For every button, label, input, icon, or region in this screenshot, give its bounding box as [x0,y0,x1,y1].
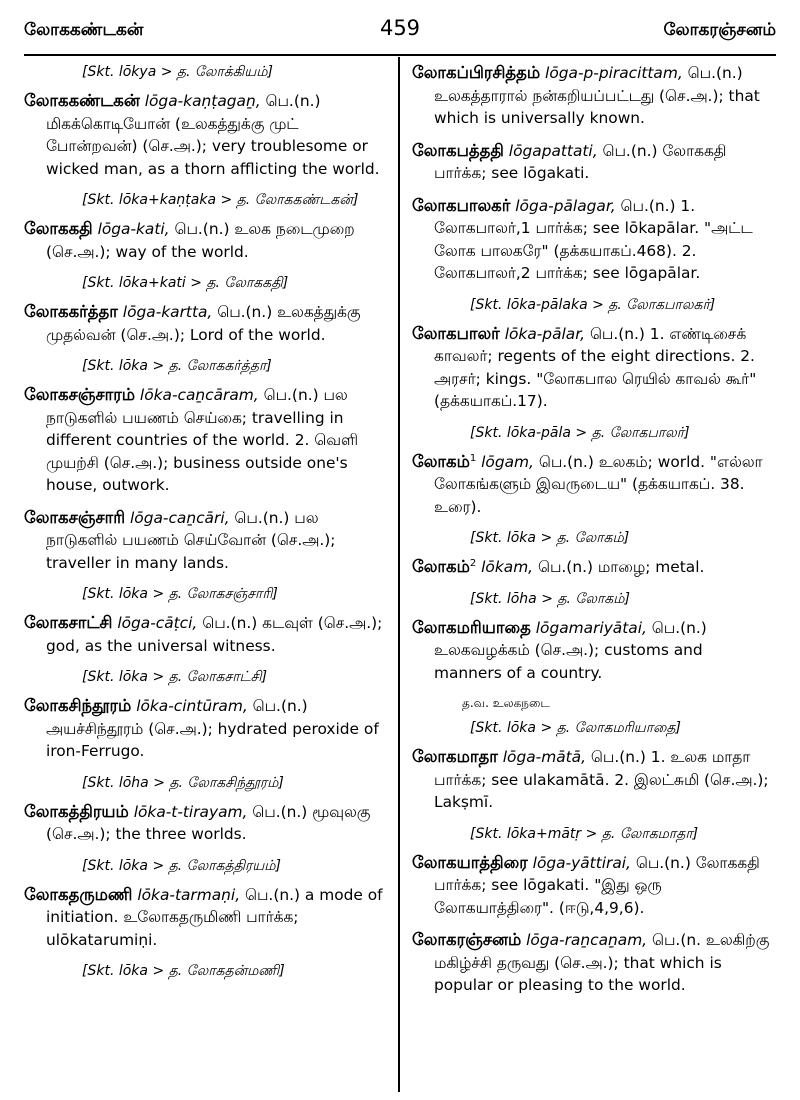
etymology: [Skt. lōka-pālaka > த. லோகபாலகர்] [470,296,716,313]
column-divider [398,57,400,1092]
etymology: [Skt. lōka+kati > த. லோககதி] [82,275,289,291]
etymology: [Skt. lōka-pāla > த. லோகபாலர்] [470,424,690,441]
etymology: [Skt. lōka > த. லோகம்] [470,530,630,546]
dictionary-entry [412,195,774,285]
definition: பெ.(n.) உலகவழக்கம் (செ.அ.); customs and manners of a country. [434,618,707,682]
dictionary-entry [412,62,774,130]
transliteration: lōgapattati, [508,141,598,160]
headword: லோககதி [24,219,93,238]
definition: பெ.(n. உலகிற்கு மகிழ்ச்சி தருவது (செ.அ.); that which is popular or pleasing to the world. [434,931,770,994]
transliteration: lōga-kati, [97,220,170,238]
transliteration: lōka-cintūram, [136,697,248,715]
definition: பெ.(n.) மாழை; metal. [537,558,705,576]
definition: பெ.(n.) உலகத்துக்கு முதல்வன் (செ.அ.); Lord of the world. [46,303,361,344]
etymology: [Skt. lōka > த. லோகமரியாதை] [470,720,681,736]
transliteration: lōgam, [481,452,534,471]
headword: லோகப்பிரசித்தம் [412,63,541,82]
definition: பெ.(n.) உலகத்தாரால் நன்கறியப்பட்டது (செ.அ.); that which is universally known. [434,64,760,127]
homonym-number: 1 [469,452,477,464]
dictionary-entry [24,801,386,846]
dictionary-entry [24,384,386,497]
transliteration: lōga-caṉcāri, [130,508,230,527]
page-number: 459 [379,16,421,40]
etymology: [Skt. lōha > த. லோகம்] [470,590,630,607]
transliteration: lōga-kartta, [122,303,213,321]
headword: லோகத்திரயம் [24,801,129,821]
etymology: [Skt. lōka+mātṛ > த. லோகமாதா] [470,825,699,842]
transliteration: lōga-kaṇṭagaṉ, [144,92,261,110]
headword: லோகபத்ததி [412,140,504,160]
definition: பெ.(n.) பல நாடுகளில் பயணம் செய்வோன் (செ.அ.); traveller in many lands. [46,508,336,572]
headword: லோகமரியாதை [412,617,531,637]
transliteration: lōga-yāttirai, [532,853,631,872]
transliteration: lōga-p-piracittam, [545,64,683,82]
dictionary-entry [412,556,774,579]
transliteration: lōga-raṉcaṉam, [526,931,648,949]
right-column [412,62,774,1007]
definition: பெ.(n.) அயச்சிந்தூரம் (செ.அ.); hydrated peroxide of iron-Ferrugo. [46,697,379,760]
definition: பெ.(n.) மிகக்கொடியோன் (உலகத்துக்கு முட் போன்றவன்) (செ.அ.); very troublesome or wicked man, as a thorn afflicting the world. [46,92,380,178]
etymology: [Skt. lōka > த. லோகசஞ்சாரி] [82,586,278,602]
page-header [24,14,776,56]
etymology: [Skt. lōha > த. லோகசிந்தூரம்] [82,774,284,791]
definition: பெ.(n.) லோககதி பார்க்க; see lōgakati. "இது ஒரு லோகயாத்திரை". (ஈடு,4,9,6). [434,853,760,917]
definition: பெ.(n.) மூவுலகு (செ.அ.); the three worlds. [46,802,371,843]
transliteration: lōkam, [481,558,534,576]
headword: லோகதருமணி [24,884,133,904]
etymology: [Skt. lōka > த. லோககர்த்தா] [82,358,272,374]
definition: பெ.(n.) 1. எண்டிசைக் காவலர்; regents of the eight directions. 2. அரசர்; kings. "லோகபால ரெயில் காவல் கூர்" (தக்கயாகப்.17). [434,324,757,410]
dictionary-entry [24,507,386,575]
dictionary-entry [24,301,386,346]
homonym-number: 2 [469,557,477,569]
headword: லோகபாலர் [412,323,500,343]
headword: லோகசஞ்சாரி [24,507,126,527]
dictionary-entry [24,612,386,657]
dictionary-entry [412,323,774,413]
dictionary-entry [24,218,386,263]
headword: லோகபாலகர் [412,195,511,215]
headword: லோகம் [412,451,470,471]
definition: பெ.(n.) உலக நடைமுறை (செ.அ.); way of the world. [46,220,355,261]
transliteration: lōga-mātā, [502,748,586,766]
dictionary-entry [24,695,386,763]
headword: லோகயாத்திரை [412,852,528,872]
definition: பெ.(n.) பல நாடுகளில் பயணம் செய்கை; travelling in different countries of the world. 2. வெளி முயற்சி (செ.அ.); business outside one's house, outwork. [46,386,358,494]
transliteration: lōga-cāṭci, [117,614,198,632]
transliteration: lōga-pālagar, [515,196,616,215]
definition: பெ.(n.) லோககதி பார்க்க; see lōgakati. [434,141,727,182]
headword: லோகமாதா [412,747,498,766]
dictionary-entry [412,617,774,685]
dictionary-entry [412,852,774,920]
definition: பெ.(n.) a mode of initiation. உலோகதருமிணி பார்க்க; ulōkatarumiṇi. [46,885,383,949]
dictionary-entry [412,746,774,814]
dictionary-entry [24,884,386,952]
transliteration: lōka-t-tirayam, [133,802,248,821]
dictionary-entry [412,929,774,997]
dictionary-entry [412,451,774,519]
definition: பெ.(n.) 1. உலக மாதா பார்க்க; see ulakamātā. 2. இலட்சுமி (செ.அ.); Lakṣmī. [434,748,769,811]
definition: பெ.(n.) 1. லோகபாலர்,1 பார்க்க; see lōkapālar. "அட்ட லோக பாலகரே" (தக்கயாகப்.468). 2. லோகபாலர்,2 பார்க்க; see lōgapālar. [434,196,753,282]
headword: லோகம் [412,557,470,576]
etymology: [Skt. lōka > த. லோகசாட்சி] [82,669,268,685]
etymology: [Skt. lōka > த. லோகதன்மணி] [82,963,285,979]
usage-note: த.வ. உலகநடை [462,696,550,710]
headword: லோகசாட்சி [24,613,113,632]
guide-word-left: லோககண்டகன் [24,20,144,40]
transliteration: lōka-caṉcāram, [139,386,259,404]
headword: லோககர்த்தா [24,302,118,321]
transliteration: lōgamariyātai, [535,618,647,637]
definition: பெ.(n.) கடவுள் (செ.அ.); god, as the universal witness. [46,614,383,655]
etymology: [Skt. lōkya > த. லோக்கியம்] [82,64,273,80]
transliteration: lōka-pālar, [504,324,586,343]
definition: பெ.(n.) உலகம்; world. "எல்லா லோகங்களும் இவருடைய" (தக்கயாகப். 38. உரை). [434,452,763,516]
headword: லோகசிந்தூரம் [24,696,132,715]
left-column [24,62,386,989]
headword: லோகசஞ்சாரம் [24,385,136,404]
guide-word-right: லோகரஞ்சனம் [663,20,776,40]
dictionary-entry [412,140,774,185]
headword: லோககண்டகன் [24,91,140,110]
headword: லோகரஞ்சனம் [412,930,522,949]
etymology: [Skt. lōka+kaṇṭaka > த. லோககண்டகன்] [82,192,359,208]
dictionary-entry [24,90,386,180]
etymology: [Skt. lōka > த. லோகத்திரயம்] [82,857,282,874]
transliteration: lōka-tarmaṇi, [137,885,241,904]
